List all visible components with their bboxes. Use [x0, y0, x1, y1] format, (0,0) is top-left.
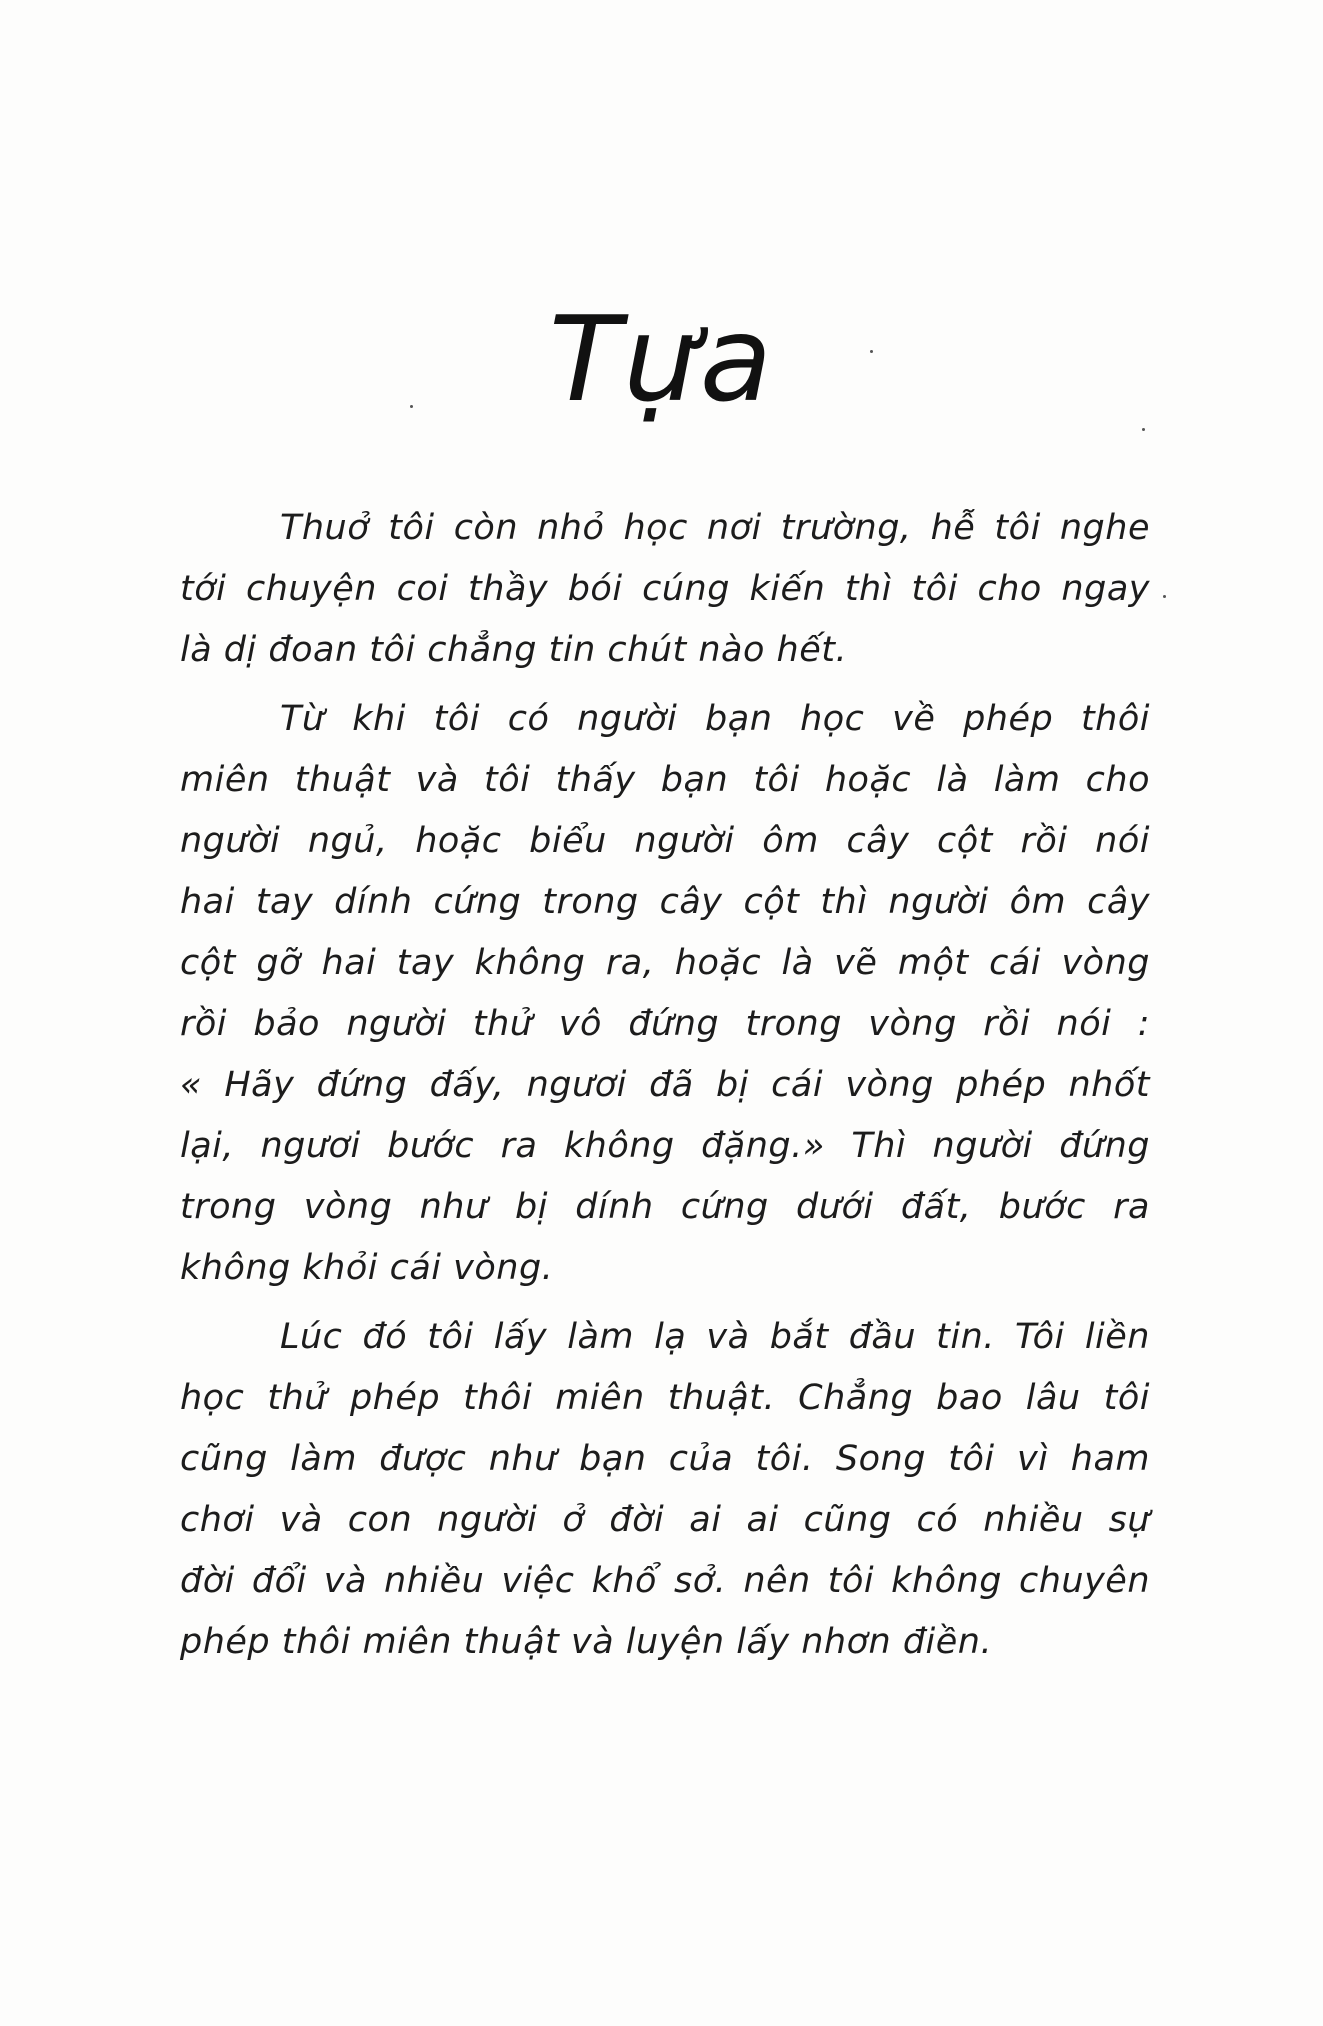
text-line: phép thôi miên thuật và luyện lấy nhơn điền.: [180, 1622, 993, 1662]
text-line: Lúc đó tôi lấy làm lạ và bắt đầu tin. Tôi liền: [280, 1317, 1150, 1357]
text-line: « Hãy đứng đấy, ngươi đã bị cái vòng phép nhốt: [180, 1065, 1150, 1105]
text-line: không khỏi cái vòng.: [180, 1248, 554, 1288]
text-line: Từ khi tôi có người bạn học về phép thôi: [280, 699, 1150, 739]
text-line: chơi và con người ở đời ai ai cũng có nhiều sự: [180, 1500, 1150, 1540]
paragraph-3: [180, 1307, 1150, 1673]
paragraph-1: [180, 498, 1150, 681]
text-line: tới chuyện coi thầy bói cúng kiến thì tôi cho ngay: [180, 569, 1150, 609]
page-title: Tựa: [548, 290, 775, 428]
print-speck: [870, 350, 873, 353]
preface-body: [180, 498, 1150, 1681]
print-speck: [1163, 595, 1166, 598]
print-speck: [1142, 428, 1145, 431]
text-line: đời đổi và nhiều việc khổ sở. nên tôi không chuyên: [180, 1561, 1150, 1601]
text-line: là dị đoan tôi chẳng tin chút nào hết.: [180, 630, 848, 670]
text-line: trong vòng như bị dính cứng dưới đất, bước ra: [180, 1187, 1150, 1227]
text-line: rồi bảo người thử vô đứng trong vòng rồi nói :: [180, 1004, 1150, 1044]
text-line: người ngủ, hoặc biểu người ôm cây cột rồi nói: [180, 821, 1150, 861]
paragraph-2: [180, 689, 1150, 1299]
text-line: học thử phép thôi miên thuật. Chẳng bao lâu tôi: [180, 1378, 1150, 1418]
print-speck: [410, 405, 413, 408]
text-line: lại, ngươi bước ra không đặng.» Thì người đứng: [180, 1126, 1150, 1166]
text-line: hai tay dính cứng trong cây cột thì người ôm cây: [180, 882, 1150, 922]
text-line: cũng làm được như bạn của tôi. Song tôi vì ham: [180, 1439, 1150, 1479]
text-line: miên thuật và tôi thấy bạn tôi hoặc là làm cho: [180, 760, 1150, 800]
text-line: cột gỡ hai tay không ra, hoặc là vẽ một cái vòng: [180, 943, 1150, 983]
text-line: Thuở tôi còn nhỏ học nơi trường, hễ tôi nghe: [280, 508, 1150, 548]
